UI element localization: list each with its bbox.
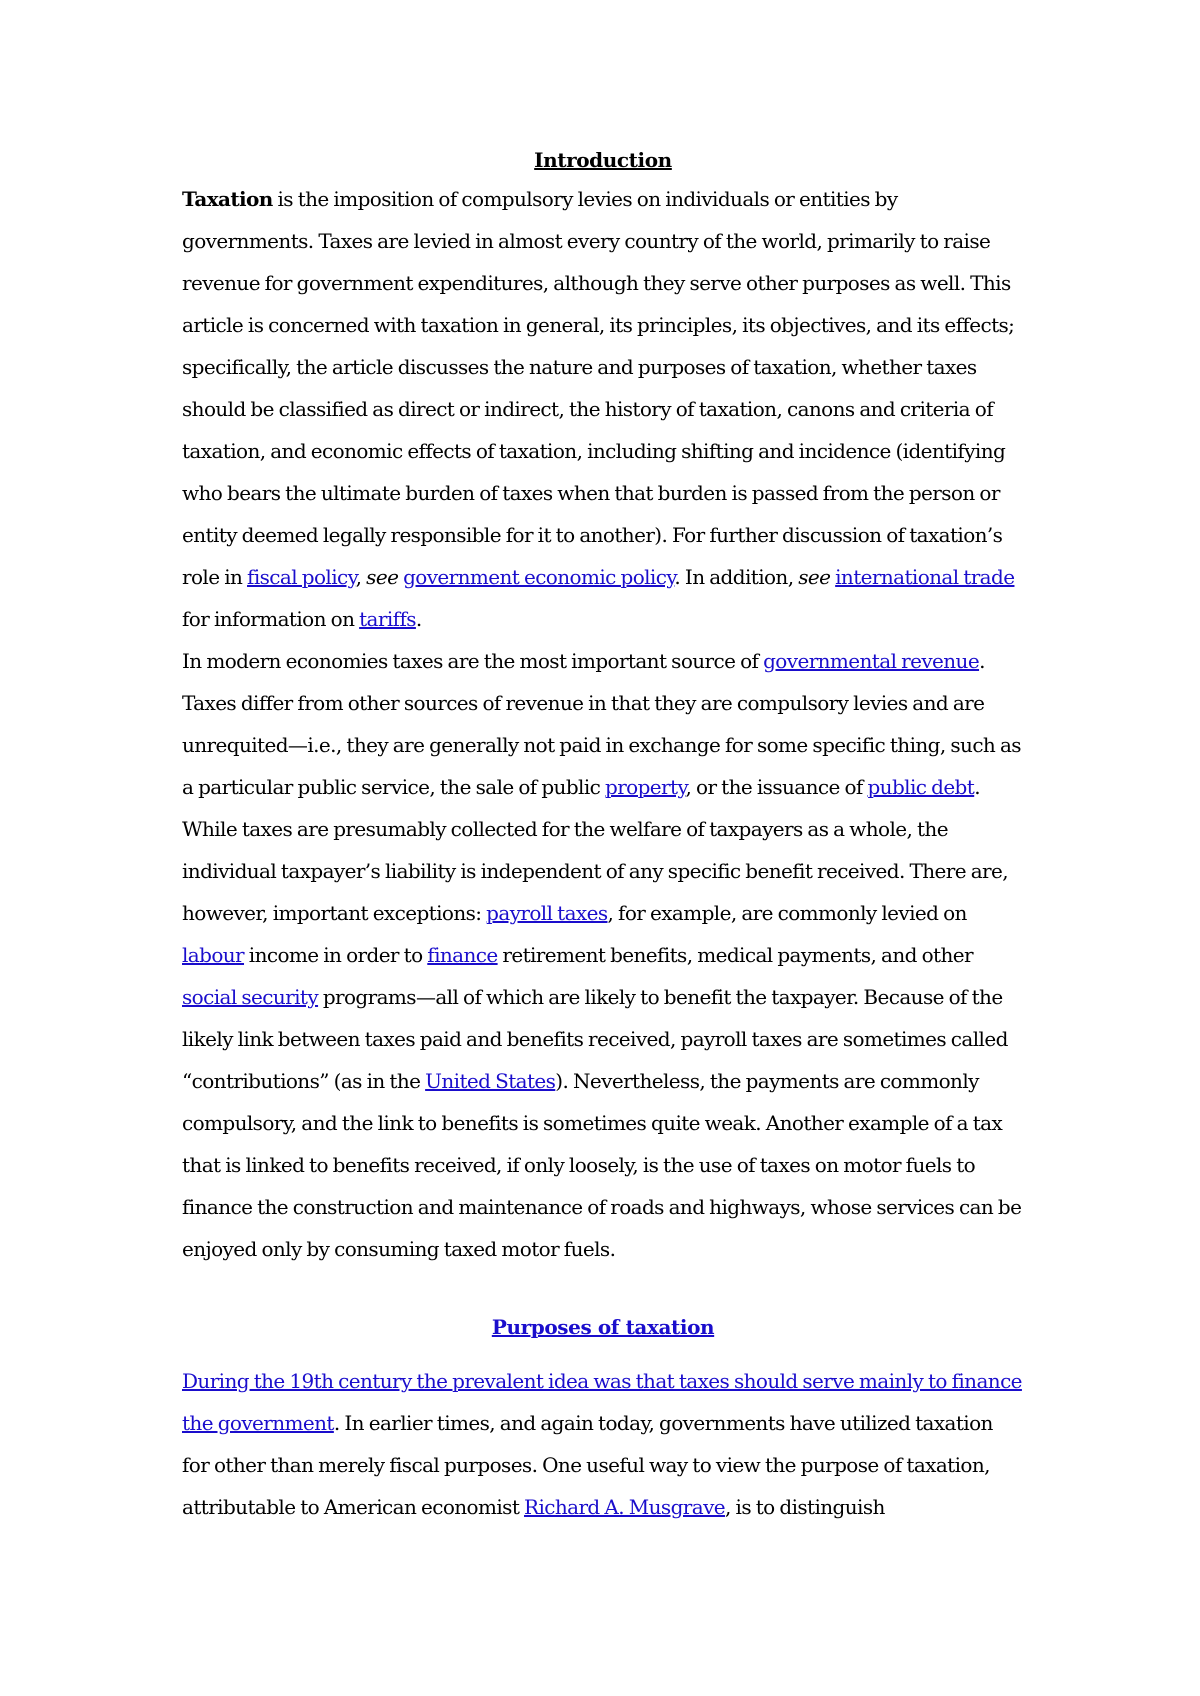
link-19th-century[interactable]: During the 19th century the prevalent idea was that taxes should serve mainly to finance the government [182, 1369, 1022, 1435]
see-text: see [366, 565, 399, 589]
link-payroll-taxes[interactable]: payroll taxes [486, 901, 608, 925]
link-government-economic-policy[interactable]: government economic policy [403, 565, 675, 589]
link-united-states[interactable]: United States [425, 1069, 556, 1093]
intro-paragraph: Taxation is the imposition of compulsory levies on individuals or entities by governments. Taxes are levied in almost every country of the world, primarily to raise revenue for government expenditures, although they serve other purposes as well. This article is concerned with taxation in general, its principles, its objectives, and its effects; specifically, the article discusses the nature and purposes of taxation, whether taxes should be classified as direct or indirect, the history of taxation, canons and criteria of taxation, and economic effects of taxation, including shifting and incidence (identifying who bears the ultimate burden of taxes when that burden is passed from the person or entity deemed legally responsible for it to another). For further discussion of taxation’s role in fiscal policy, see government economic policy. In addition, see international trade for information on tariffs. [182, 187, 1015, 631]
see-text: see [798, 565, 831, 589]
link-finance[interactable]: finance [427, 943, 498, 967]
term-taxation: Taxation [182, 187, 273, 211]
link-richard-musgrave[interactable]: Richard A. Musgrave [524, 1495, 726, 1519]
link-tariffs[interactable]: tariffs [359, 607, 416, 631]
page-title: Introduction [534, 148, 672, 172]
link-labour[interactable]: labour [182, 943, 245, 967]
purposes-paragraph: During the 19th century the prevalent idea was that taxes should serve mainly to finance the government. In earlier times, and again today, governments have utilized taxation for other than merely fiscal purposes. One useful way to view the purpose of taxation, attributable to American economist Richard A. Musgrave, is to distinguish [182, 1369, 1022, 1519]
link-property[interactable]: property [605, 775, 686, 799]
section-heading-purposes[interactable]: Purposes of taxation [491, 1315, 715, 1339]
link-public-debt[interactable]: public debt [867, 775, 975, 799]
link-international-trade[interactable]: international trade [835, 565, 1015, 589]
link-social-security[interactable]: social security [182, 985, 319, 1009]
link-fiscal-policy[interactable]: fiscal policy [247, 565, 356, 589]
revenue-paragraph: In modern economies taxes are the most important source of governmental revenue. Taxes differ from other sources of revenue in that they are compulsory levies and are unrequited—i.e., they are generally not paid in exchange for some specific thing, such as a particular public service, the sale of public property, or the issuance of public debt. While taxes are presumably collected for the welfare of taxpayers as a whole, the individual taxpayer’s liability is independent of any specific benefit received. There are, however, important exceptions: payroll taxes, for example, are commonly levied on labour income in order to finance retirement benefits, medical payments, and other social security programs—all of which are likely to benefit the taxpayer. Because of the likely link between taxes paid and benefits received, payroll taxes are sometimes called “contributions” (as in the United States). Nevertheless, the payments are commonly compulsory, and the link to benefits is sometimes quite weak. Another example of a tax that is linked to benefits received, if only loosely, is the use of taxes on motor fuels to finance the construction and maintenance of roads and highways, whose services can be enjoyed only by consuming taxed motor fuels. [182, 649, 1022, 1261]
link-governmental-revenue[interactable]: governmental revenue [763, 649, 980, 673]
